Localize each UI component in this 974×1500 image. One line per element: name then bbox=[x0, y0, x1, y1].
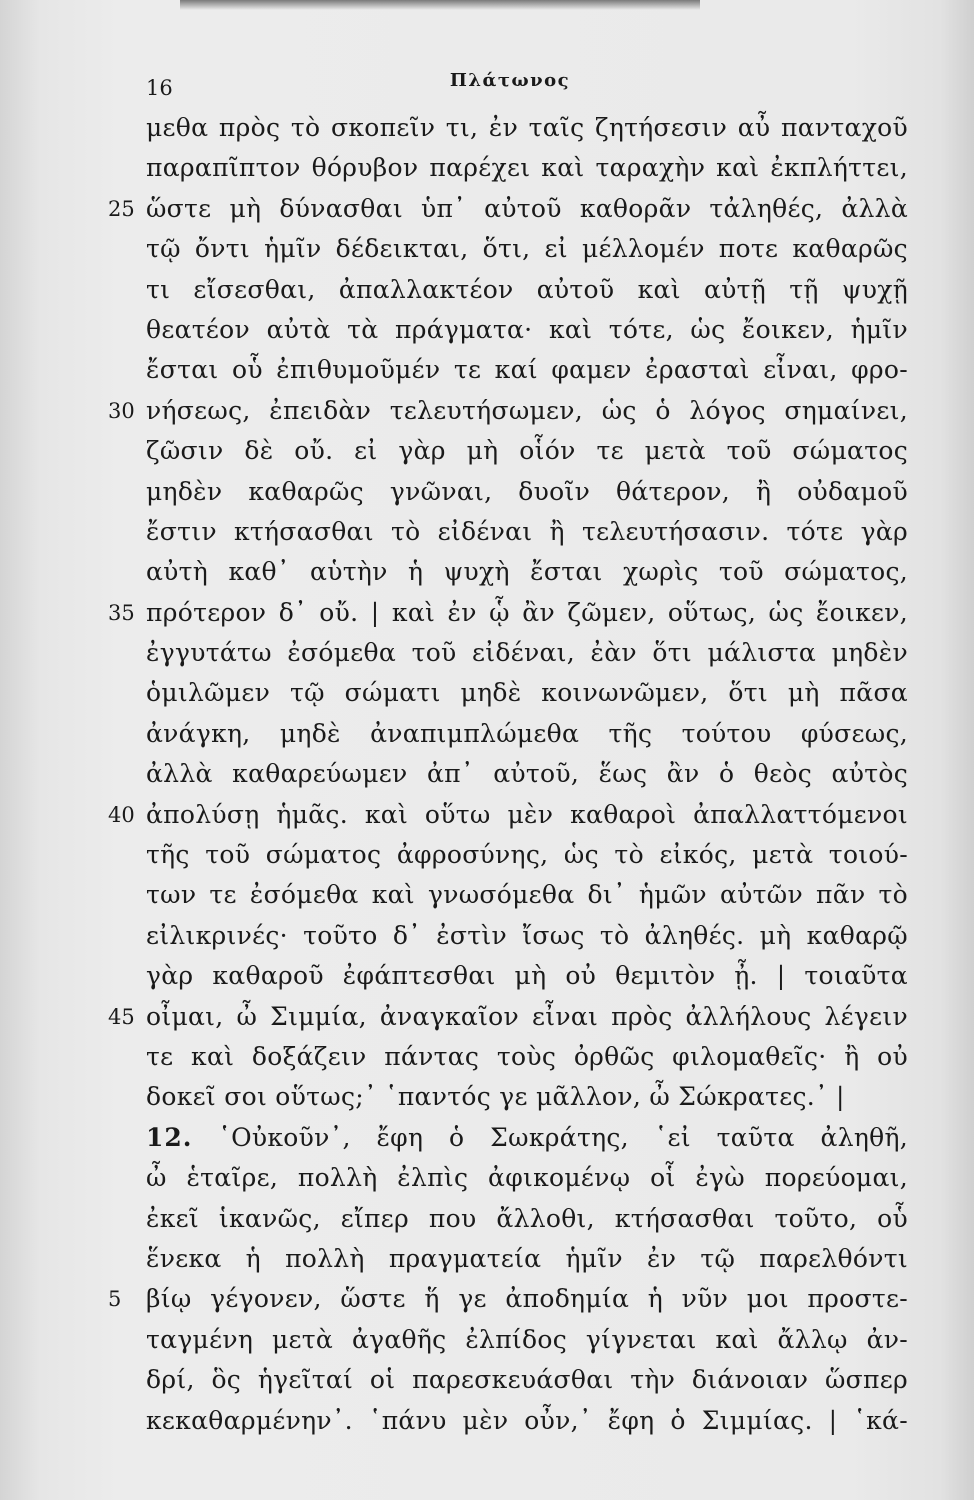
text-line bbox=[0, 270, 974, 310]
text-line bbox=[0, 1279, 974, 1319]
line-text: ἐγγυτάτω ἐσόμεθα τοῦ εἰδέναι, ἐὰν ὅτι μάλιστα μηδὲν bbox=[146, 638, 908, 668]
text-line bbox=[0, 875, 974, 915]
line-text-content: ῾Οὐκοῦν᾽, ἔφη ὁ Σωκράτης, ῾εἰ ταῦτα ἀληθῆ, bbox=[218, 1122, 908, 1152]
text-line bbox=[0, 835, 974, 875]
line-text: κεκαθαρμένην᾽. ῾πάνυ μὲν οὖν,᾽ ἔφη ὁ Σιμμίας. | ῾κά- bbox=[146, 1405, 908, 1435]
line-text: νήσεως, ἐπειδὰν τελευτήσωμεν, ὡς ὁ λόγος σημαίνει, bbox=[146, 395, 908, 425]
text-line bbox=[0, 1077, 974, 1117]
line-number: 30 bbox=[108, 398, 135, 423]
line-text: θεατέον αὐτὰ τὰ πράγματα· καὶ τότε, ὡς ἔοικεν, ἡμῖν bbox=[146, 314, 908, 344]
line-text: ζῶσιν δὲ οὔ. εἰ γὰρ μὴ οἷόν τε μετὰ τοῦ σώματος bbox=[146, 436, 908, 466]
text-line bbox=[0, 108, 974, 148]
text-line bbox=[0, 512, 974, 552]
text-body bbox=[0, 108, 974, 1441]
section-number: 12. bbox=[146, 1122, 193, 1152]
line-text: οἶμαι, ὦ Σιμμία, ἀναγκαῖον εἶναι πρὸς ἀλλήλους λέγειν bbox=[146, 1001, 908, 1031]
text-line bbox=[0, 633, 974, 673]
line-text: ἔσται οὗ ἐπιθυμοῦμέν τε καί φαμεν ἐρασταὶ εἶναι, φρο- bbox=[146, 355, 908, 385]
line-text: βίῳ γέγονεν, ὥστε ἥ γε ἀποδημία ἡ νῦν μοι προστε- bbox=[146, 1284, 908, 1314]
text-line bbox=[0, 754, 974, 794]
line-text bbox=[146, 1118, 908, 1158]
line-text: ὁμιλῶμεν τῷ σώματι μηδὲ κοινωνῶμεν, ὅτι μὴ πᾶσα bbox=[146, 678, 908, 708]
line-number: 40 bbox=[108, 802, 135, 827]
text-line bbox=[0, 148, 974, 188]
line-text: παραπῖπτον θόρυβον παρέχει καὶ ταραχὴν καὶ ἐκπλήττει, bbox=[146, 153, 908, 183]
line-text: των τε ἐσόμεθα καὶ γνωσόμεθα δι᾽ ἡμῶν αὐτῶν πᾶν τὸ bbox=[146, 880, 908, 910]
line-number: 45 bbox=[108, 1004, 135, 1029]
text-line bbox=[0, 714, 974, 754]
text-line bbox=[0, 189, 974, 229]
text-line bbox=[0, 350, 974, 390]
text-line bbox=[0, 391, 974, 431]
line-text: μηδὲν καθαρῶς γνῶναι, δυοῖν θάτερον, ἢ οὐδαμοῦ bbox=[146, 476, 908, 506]
line-text: εἰλικρινές· τοῦτο δ᾽ ἐστὶν ἴσως τὸ ἀληθές. μὴ καθαρῷ bbox=[146, 920, 908, 950]
text-line bbox=[0, 552, 974, 592]
line-text: ἀπολύσῃ ἡμᾶς. καὶ οὕτω μὲν καθαροὶ ἀπαλλαττόμενοι bbox=[146, 799, 908, 829]
line-text: ἕνεκα ἡ πολλὴ πραγματεία ἡμῖν ἐν τῷ παρελθόντι bbox=[146, 1243, 908, 1273]
page-top-edge bbox=[180, 0, 700, 10]
text-line bbox=[0, 1037, 974, 1077]
line-number: 5 bbox=[108, 1287, 122, 1312]
text-line bbox=[0, 472, 974, 512]
text-line bbox=[0, 593, 974, 633]
text-line bbox=[0, 1199, 974, 1239]
line-text: ἐκεῖ ἱκανῶς, εἴπερ που ἄλλοθι, κτήσασθαι τοῦτο, οὗ bbox=[146, 1203, 908, 1233]
line-text: πρότερον δ᾽ οὔ. | καὶ ἐν ᾧ ἂν ζῶμεν, οὕτως, ὡς ἔοικεν, bbox=[146, 597, 908, 627]
line-text: ὦ ἑταῖρε, πολλὴ ἐλπὶς ἀφικομένῳ οἷ ἐγὼ πορεύομαι, bbox=[146, 1163, 908, 1193]
text-line bbox=[0, 431, 974, 471]
text-line bbox=[0, 997, 974, 1037]
text-line bbox=[0, 229, 974, 269]
text-line bbox=[0, 795, 974, 835]
line-text: τε καὶ δοξάζειν πάντας τοὺς ὀρθῶς φιλομαθεῖς· ἢ οὐ bbox=[146, 1041, 908, 1071]
text-line bbox=[0, 673, 974, 713]
text-line bbox=[0, 1320, 974, 1360]
text-line bbox=[0, 1118, 974, 1158]
line-text: ἀνάγκη, μηδὲ ἀναπιμπλώμεθα τῆς τούτου φύσεως, bbox=[146, 718, 908, 748]
text-line bbox=[0, 1239, 974, 1279]
text-line bbox=[0, 956, 974, 996]
line-text: γὰρ καθαροῦ ἐφάπτεσθαι μὴ οὐ θεμιτὸν ᾖ. | τοιαῦτα bbox=[146, 961, 908, 991]
line-number: 35 bbox=[108, 600, 135, 625]
line-text: τῷ ὄντι ἡμῖν δέδεικται, ὅτι, εἰ μέλλομέν ποτε καθαρῶς bbox=[146, 234, 908, 264]
line-text: αὐτὴ καθ᾽ αὑτὴν ἡ ψυχὴ ἔσται χωρὶς τοῦ σώματος, bbox=[146, 557, 908, 587]
text-line bbox=[0, 916, 974, 956]
line-text: μεθα πρὸς τὸ σκοπεῖν τι, ἐν ταῖς ζητήσεσιν αὖ πανταχοῦ bbox=[146, 113, 908, 142]
line-text: ταγμένη μετὰ ἀγαθῆς ἐλπίδος γίγνεται καὶ ἄλλῳ ἀν- bbox=[146, 1324, 908, 1354]
line-text: ἔστιν κτήσασθαι τὸ εἰδέναι ἢ τελευτήσασιν. τότε γὰρ bbox=[146, 516, 908, 546]
line-text: ἀλλὰ καθαρεύωμεν ἀπ᾽ αὐτοῦ, ἕως ἂν ὁ θεὸς αὐτὸς bbox=[146, 759, 908, 789]
text-line bbox=[0, 310, 974, 350]
text-line bbox=[0, 1158, 974, 1198]
line-text: δοκεῖ σοι οὕτως;᾽ ῾παντός γε μᾶλλον, ὦ Σώκρατες.᾽ | bbox=[146, 1082, 845, 1112]
text-line bbox=[0, 1360, 974, 1400]
line-text: ὥστε μὴ δύνασθαι ὑπ᾽ αὐτοῦ καθορᾶν τἀληθές, ἀλλὰ bbox=[146, 193, 908, 223]
text-line bbox=[0, 1401, 974, 1441]
line-text: τι εἴσεσθαι, ἀπαλλακτέον αὐτοῦ καὶ αὐτῇ τῇ ψυχῇ bbox=[146, 274, 908, 304]
line-text: τῆς τοῦ σώματος ἀφροσύνης, ὡς τὸ εἰκός, μετὰ τοιού- bbox=[146, 840, 908, 870]
running-head: Πλάτωνος bbox=[449, 70, 571, 91]
line-text: δρί, ὃς ἡγεῖταί οἱ παρεσκευάσθαι τὴν διάνοιαν ὥσπερ bbox=[146, 1365, 908, 1395]
page-number: 16 bbox=[146, 76, 173, 100]
page-header bbox=[0, 66, 974, 106]
line-number: 25 bbox=[108, 196, 135, 221]
